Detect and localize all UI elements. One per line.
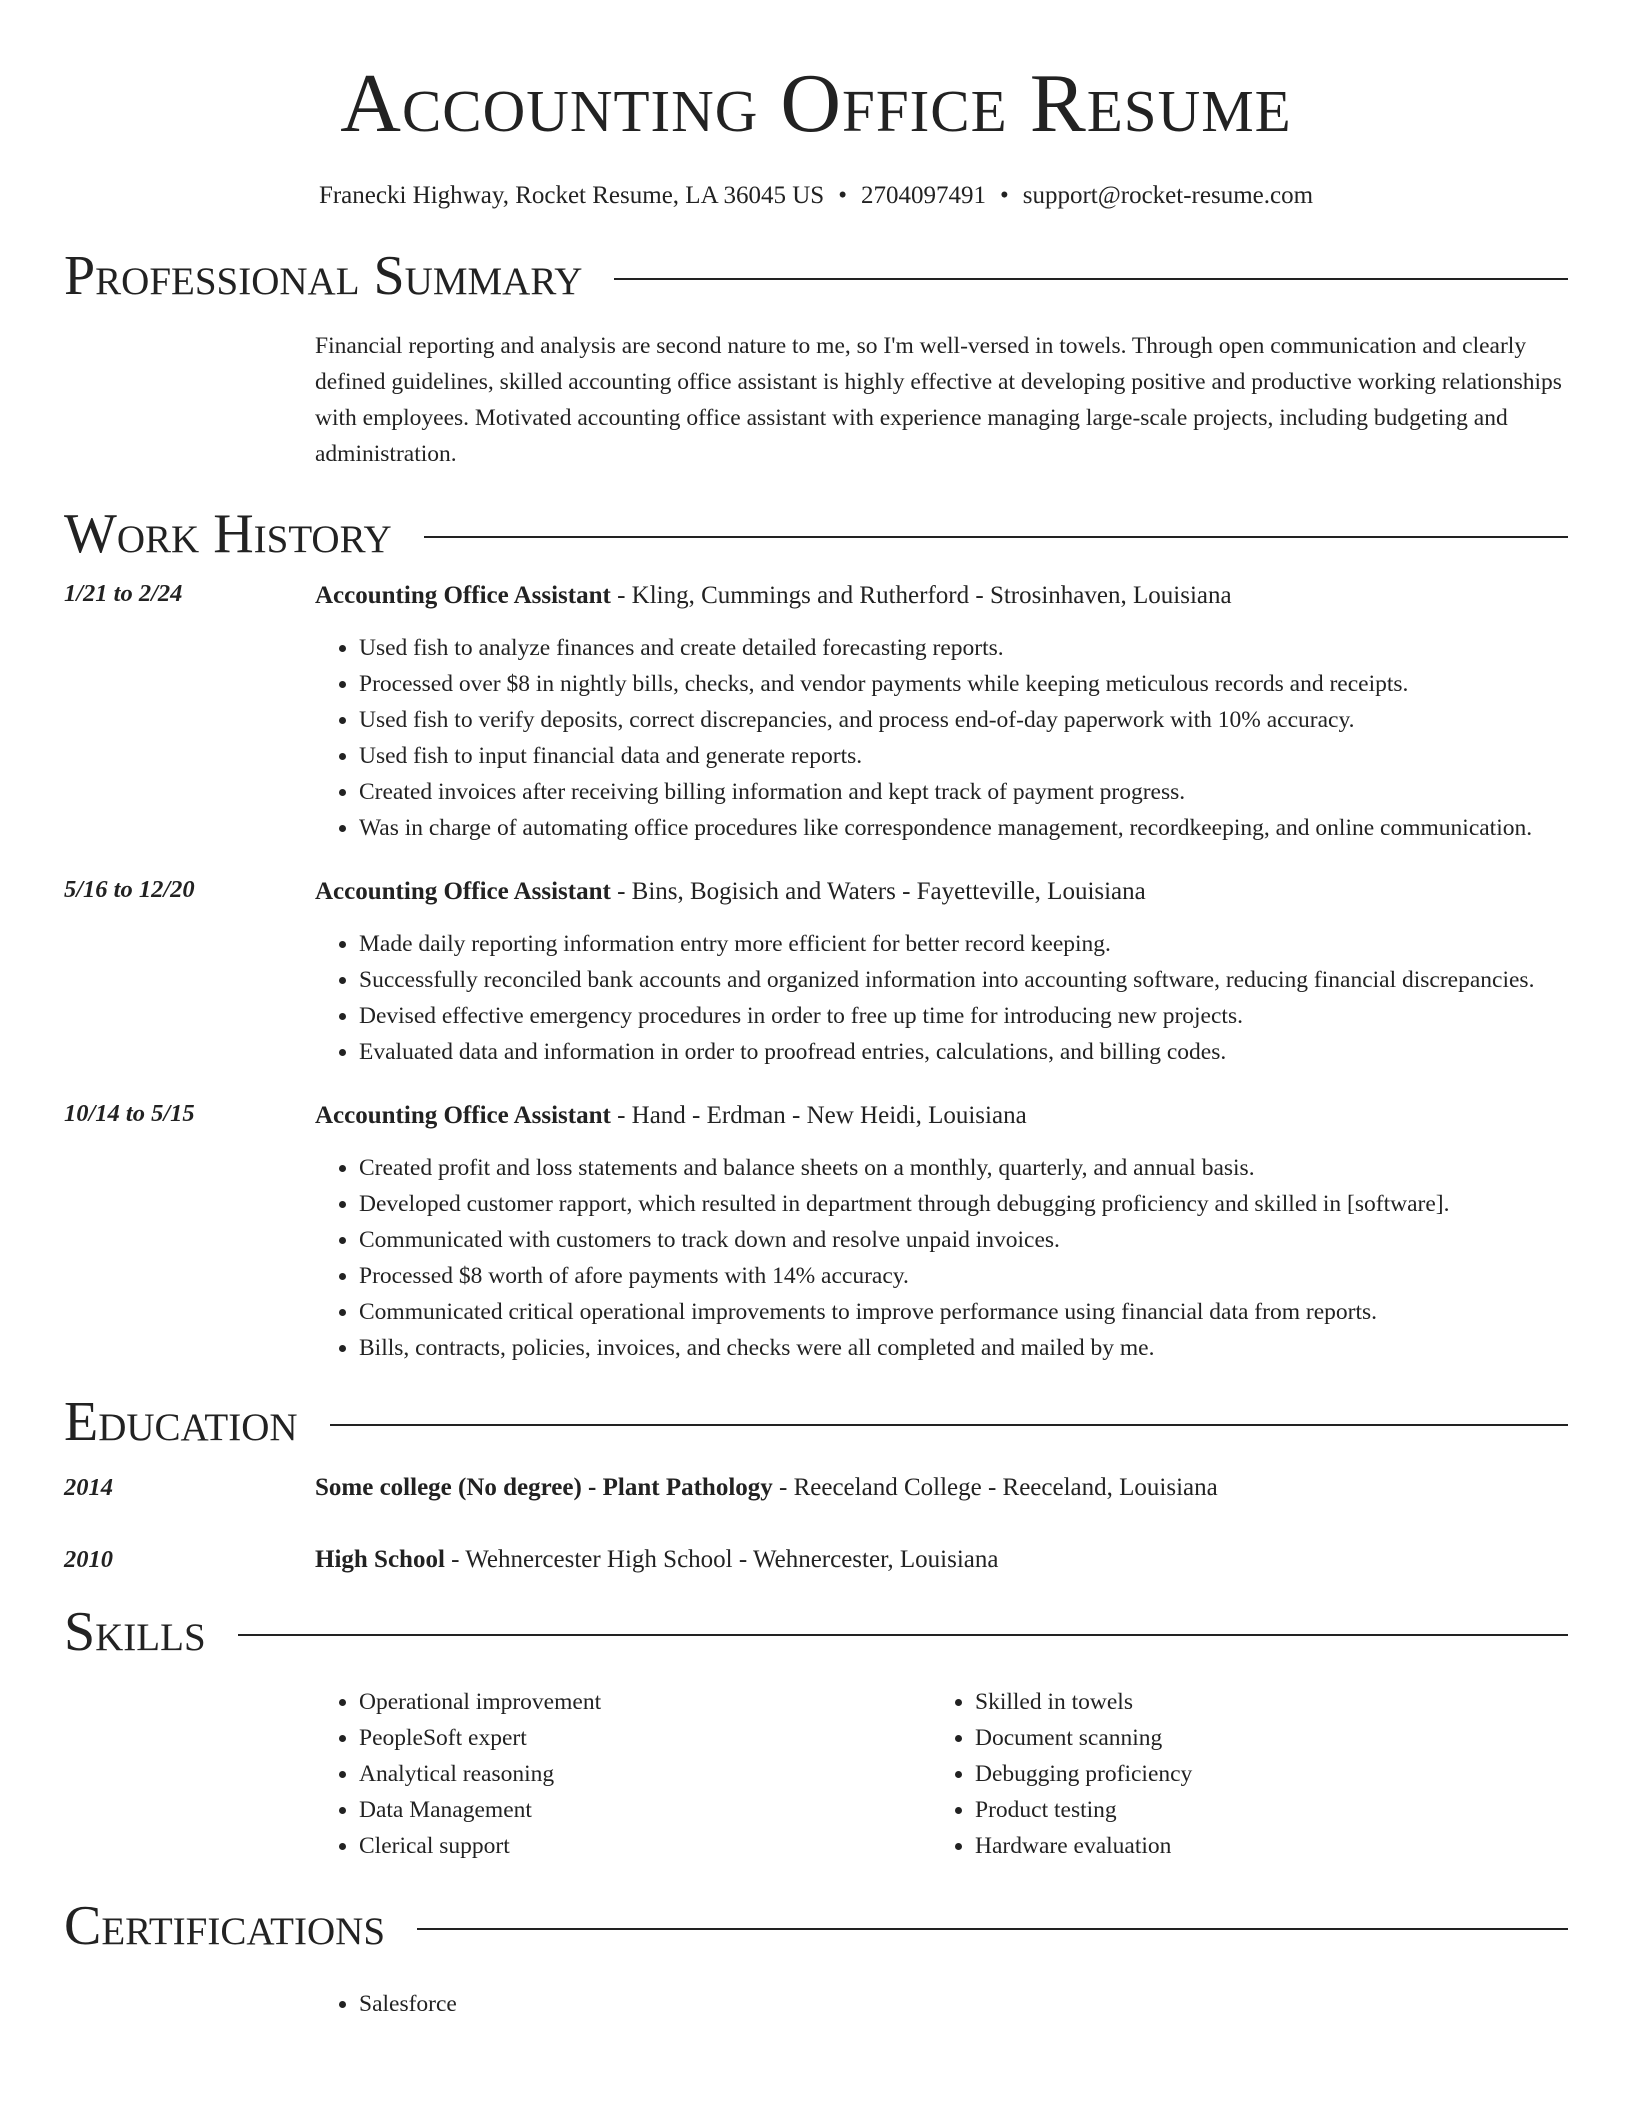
certifications-section-header xyxy=(64,1895,1568,1957)
job-bullet: • Processed over $8 in nightly bills, checks, and vendor payments while keeping meticulous records and receipts. xyxy=(359,666,1568,702)
skills-list-left xyxy=(315,1684,931,1864)
skill-item: • Analytical reasoning xyxy=(359,1756,931,1792)
section-divider xyxy=(614,278,1568,280)
education-entry xyxy=(64,1472,1568,1504)
work-history-list xyxy=(64,580,1568,1366)
skill-item: • PeopleSoft expert xyxy=(359,1720,931,1756)
section-divider xyxy=(238,1634,1568,1636)
skill-item: • Document scanning xyxy=(975,1720,1547,1756)
job-bullets xyxy=(315,926,1568,1070)
summary-heading: Professional Summary xyxy=(64,245,583,307)
job-details: - Hand - Erdman - New Heidi, Louisiana xyxy=(610,1102,1027,1129)
job-entry xyxy=(64,580,1568,846)
education-details: - Wehnercester High School - Wehnercester, Louisiana xyxy=(444,1546,999,1573)
skill-item: • Skilled in towels xyxy=(975,1684,1547,1720)
job-details: - Kling, Cummings and Rutherford - Strosinhaven, Louisiana xyxy=(610,582,1232,609)
job-dates: 10/14 to 5/15 xyxy=(64,1100,195,1127)
job-bullets xyxy=(315,630,1568,846)
education-year: 2010 xyxy=(64,1546,113,1573)
education-details: - Reeceland College - Reeceland, Louisiana xyxy=(772,1474,1218,1501)
job-entry xyxy=(64,1100,1568,1366)
job-bullet: • Used fish to analyze finances and create detailed forecasting reports. xyxy=(359,630,1568,666)
contact-address: Franecki Highway, Rocket Resume, LA 36045 US xyxy=(318,182,825,209)
job-title: Accounting Office Assistant xyxy=(315,582,611,609)
certification-item: • Salesforce xyxy=(359,1986,1568,2022)
section-divider xyxy=(417,1928,1568,1930)
contact-line xyxy=(64,182,1568,210)
job-title: Accounting Office Assistant xyxy=(315,1102,611,1129)
job-bullet: • Bills, contracts, policies, invoices, and checks were all completed and mailed by me. xyxy=(359,1330,1568,1366)
contact-separator: • xyxy=(838,182,847,209)
certifications-list xyxy=(315,1986,1568,2022)
skills-list-right xyxy=(931,1684,1547,1864)
section-divider xyxy=(330,1424,1568,1426)
skills-section-header xyxy=(64,1601,1568,1663)
job-bullet: • Communicated critical operational improvements to improve performance using financial data from reports. xyxy=(359,1294,1568,1330)
job-heading xyxy=(315,876,1568,908)
certifications-heading: Certifications xyxy=(64,1895,386,1957)
skill-item: • Data Management xyxy=(359,1792,931,1828)
job-bullet: • Devised effective emergency procedures in order to free up time for introducing new projects. xyxy=(359,998,1568,1034)
skill-item: • Operational improvement xyxy=(359,1684,931,1720)
work-heading: Work History xyxy=(64,503,392,565)
skills-grid xyxy=(64,1684,1568,1864)
job-bullet: • Created profit and loss statements and balance sheets on a monthly, quarterly, and annual basis. xyxy=(359,1150,1568,1186)
job-dates: 1/21 to 2/24 xyxy=(64,580,183,607)
contact-separator: • xyxy=(999,182,1009,209)
job-bullet: • Made daily reporting information entry more efficient for better record keeping. xyxy=(359,926,1568,962)
contact-email: support@rocket-resume.com xyxy=(1022,182,1314,209)
job-entry xyxy=(64,876,1568,1070)
resume-title: Accounting Office Resume xyxy=(340,57,1292,150)
job-details: - Bins, Bogisich and Waters - Fayetteville, Louisiana xyxy=(610,878,1146,905)
skill-item: • Clerical support xyxy=(359,1828,931,1864)
skills-heading: Skills xyxy=(64,1601,206,1663)
job-heading xyxy=(315,1100,1568,1132)
skill-item: • Product testing xyxy=(975,1792,1547,1828)
education-degree: High School xyxy=(315,1546,445,1573)
job-bullet: • Communicated with customers to track down and resolve unpaid invoices. xyxy=(359,1222,1568,1258)
summary-text: Financial reporting and analysis are second nature to me, so I'm well-versed in towels. Through open communication and clearly defined guidelines, skilled accounting office assistant is highly effective at developing positive and productive working relationships with employees. Motivated accounting office assistant with experience managing large-scale projects, including budgeting and administration. xyxy=(315,333,1562,467)
job-bullet: • Created invoices after receiving billing information and kept track of payment progress. xyxy=(359,774,1568,810)
education-section-header xyxy=(64,1391,1568,1453)
skill-item: • Debugging proficiency xyxy=(975,1756,1547,1792)
education-year: 2014 xyxy=(64,1474,113,1501)
education-degree: Some college (No degree) - Plant Pathology xyxy=(315,1474,773,1501)
job-bullet: • Evaluated data and information in order to proofread entries, calculations, and billing codes. xyxy=(359,1034,1568,1070)
section-divider xyxy=(424,536,1568,538)
job-heading xyxy=(315,580,1568,612)
job-dates: 5/16 to 12/20 xyxy=(64,876,195,903)
job-bullet: • Was in charge of automating office procedures like correspondence management, recordkeeping, and online communication. xyxy=(359,810,1568,846)
work-section-header xyxy=(64,503,1568,565)
skill-item: • Hardware evaluation xyxy=(975,1828,1547,1864)
education-entry xyxy=(64,1544,1568,1576)
job-bullet: • Used fish to input financial data and generate reports. xyxy=(359,738,1568,774)
job-bullets xyxy=(315,1150,1568,1366)
contact-phone: 2704097491 xyxy=(860,182,986,209)
education-heading: Education xyxy=(64,1391,298,1453)
job-bullet: • Developed customer rapport, which resulted in department through debugging proficiency and skilled in [software]. xyxy=(359,1186,1568,1222)
summary-section-header xyxy=(64,245,1568,307)
certifications-row xyxy=(64,1954,1568,2022)
education-list xyxy=(64,1472,1568,1576)
job-bullet: • Successfully reconciled bank accounts and organized information into accounting software, reducing financial discrepancies. xyxy=(359,962,1568,998)
job-bullet: • Processed $8 worth of afore payments with 14% accuracy. xyxy=(359,1258,1568,1294)
summary-row xyxy=(64,328,1568,472)
job-title: Accounting Office Assistant xyxy=(315,878,611,905)
job-bullet: • Used fish to verify deposits, correct discrepancies, and process end-of-day paperwork with 10% accuracy. xyxy=(359,702,1568,738)
